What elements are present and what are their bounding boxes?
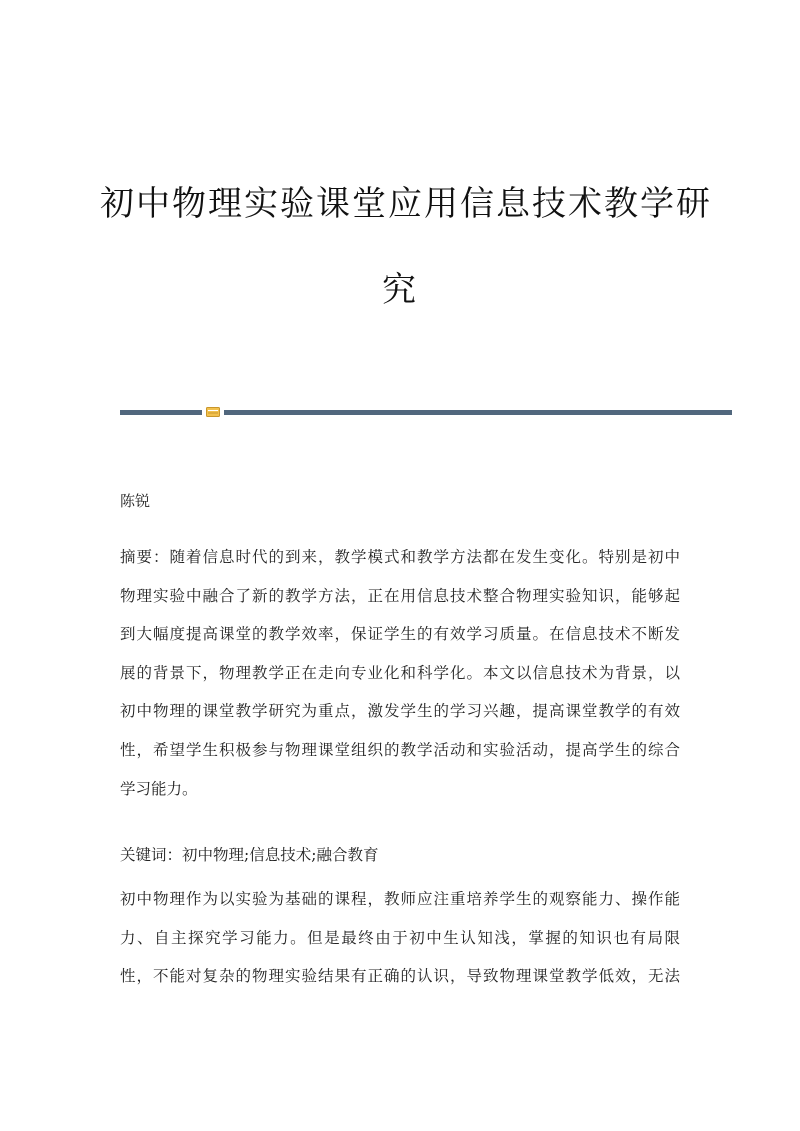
abstract-line: 物理实验中融合了新的教学方法，正在用信息技术整合物理实验知识，能够起 bbox=[120, 586, 680, 605]
body-line: 力、自主探究学习能力。但是最终由于初中生认知浅，掌握的知识也有局限 bbox=[120, 928, 680, 947]
abstract-line: 展的背景下，物理教学正在走向专业化和科学化。本文以信息技术为背景，以 bbox=[120, 663, 680, 682]
abstract-line: 学习能力。 bbox=[120, 779, 198, 798]
body-paragraph bbox=[120, 880, 680, 996]
abstract-line: 摘要：随着信息时代的到来，教学模式和教学方法都在发生变化。特别是初中 bbox=[120, 548, 680, 566]
keywords-paragraph bbox=[120, 836, 680, 875]
title-divider bbox=[120, 407, 732, 417]
abstract-line: 到大幅度提高课堂的教学效率，保证学生的有效学习质量。在信息技术不断发 bbox=[120, 625, 680, 644]
document-title bbox=[100, 180, 712, 314]
keywords-line: 关键词：初中物理;信息技术;融合教育 bbox=[120, 846, 379, 864]
book-icon bbox=[206, 407, 220, 417]
body-line: 性，不能对复杂的物理实验结果有正确的认识，导致物理课堂教学低效，无法 bbox=[120, 967, 680, 986]
body-line: 初中物理作为以实验为基础的课程，教师应注重培养学生的观察能力、操作能 bbox=[120, 890, 680, 908]
title-line-1: 初中物理实验课堂应用信息技术教学研 bbox=[100, 184, 712, 224]
title-line-2: 究 bbox=[382, 270, 418, 310]
divider-bar-right bbox=[224, 410, 732, 415]
divider-bar-left bbox=[120, 410, 202, 415]
abstract-line: 初中物理的课堂教学研究为重点，激发学生的学习兴趣，提高课堂教学的有效 bbox=[120, 702, 680, 721]
abstract-paragraph bbox=[120, 538, 680, 808]
abstract-line: 性，希望学生积极参与物理课堂组织的教学活动和实验活动，提高学生的综合 bbox=[120, 740, 680, 759]
author-name: 陈锐 bbox=[120, 492, 151, 510]
